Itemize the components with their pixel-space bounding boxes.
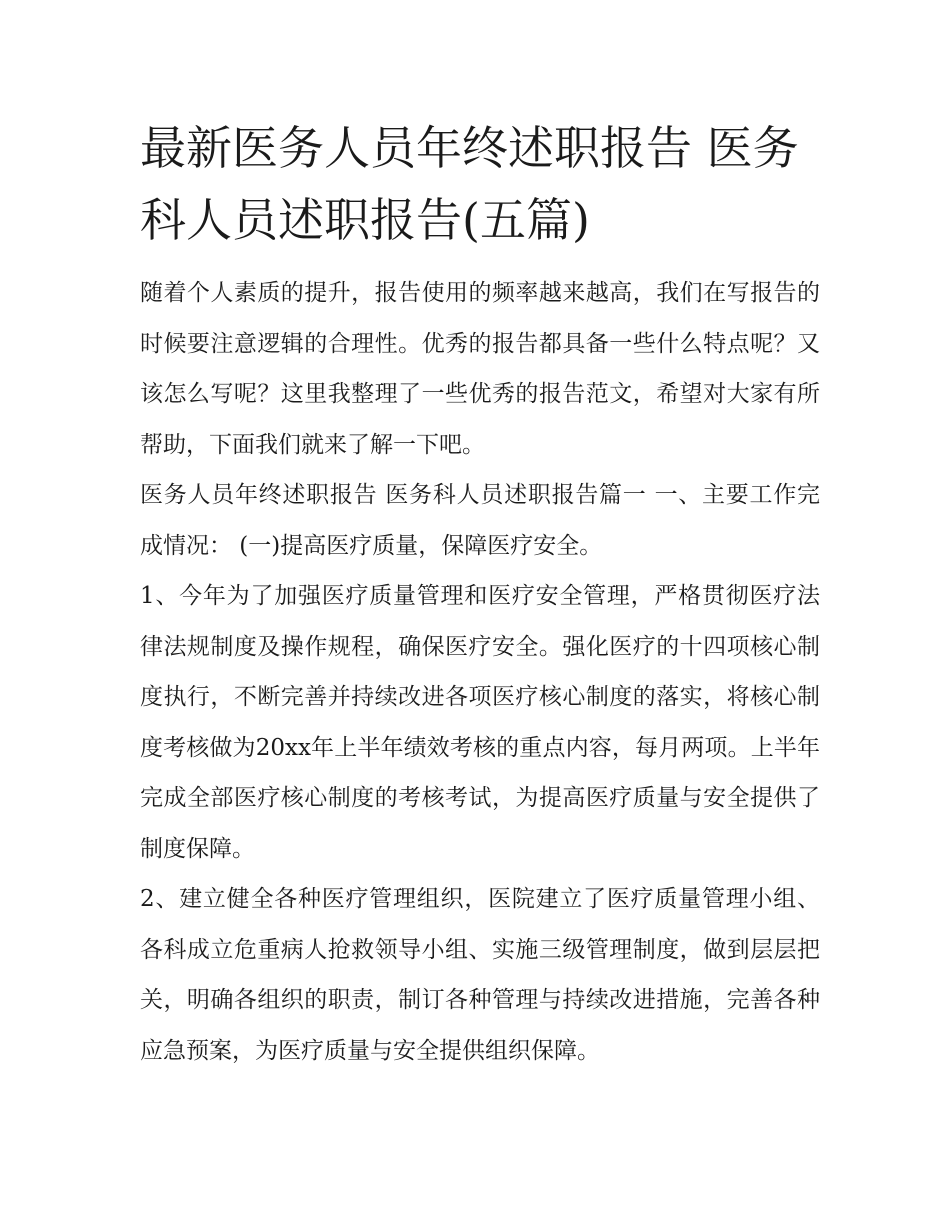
document-title: 最新医务人员年终述职报告 医务科人员述职报告(五篇) [140, 121, 799, 247]
body-paragraph-1: 1、今年为了加强医疗质量管理和医疗安全管理，严格贯彻医疗法律法规制度及操作规程，确保医疗安全。强化医疗的十四项核心制度执行，不断完善并持续改进各项医疗核心制度的落实，将核心制度考核做为20xx年上半年绩效考核的重点内容，每月两项。上半年完成全部医疗核心制度的考核考试，为提高医疗质量与安全提供了制度保障。 [140, 583, 820, 862]
intro-paragraph: 随着个人素质的提升，报告使用的频率越来越高，我们在写报告的时候要注意逻辑的合理性。优秀的报告都具备一些什么特点呢？又该怎么写呢？这里我整理了一些优秀的报告范文，希望对大家有所帮助，下面我们就来了解一下吧。 [140, 280, 820, 458]
document-page [140, 112, 820, 1076]
section-heading-paragraph: 医务人员年终述职报告 医务科人员述职报告篇一 一、主要工作完成情况： (一)提高医疗质量，保障医疗安全。 [140, 482, 820, 559]
body-paragraph-2: 2、建立健全各种医疗管理组织，医院建立了医疗质量管理小组、各科成立危重病人抢救领导小组、实施三级管理制度，做到层层把关，明确各组织的职责，制订各种管理与持续改进措施，完善各种应急预案，为医疗质量与安全提供组织保障。 [140, 886, 820, 1064]
